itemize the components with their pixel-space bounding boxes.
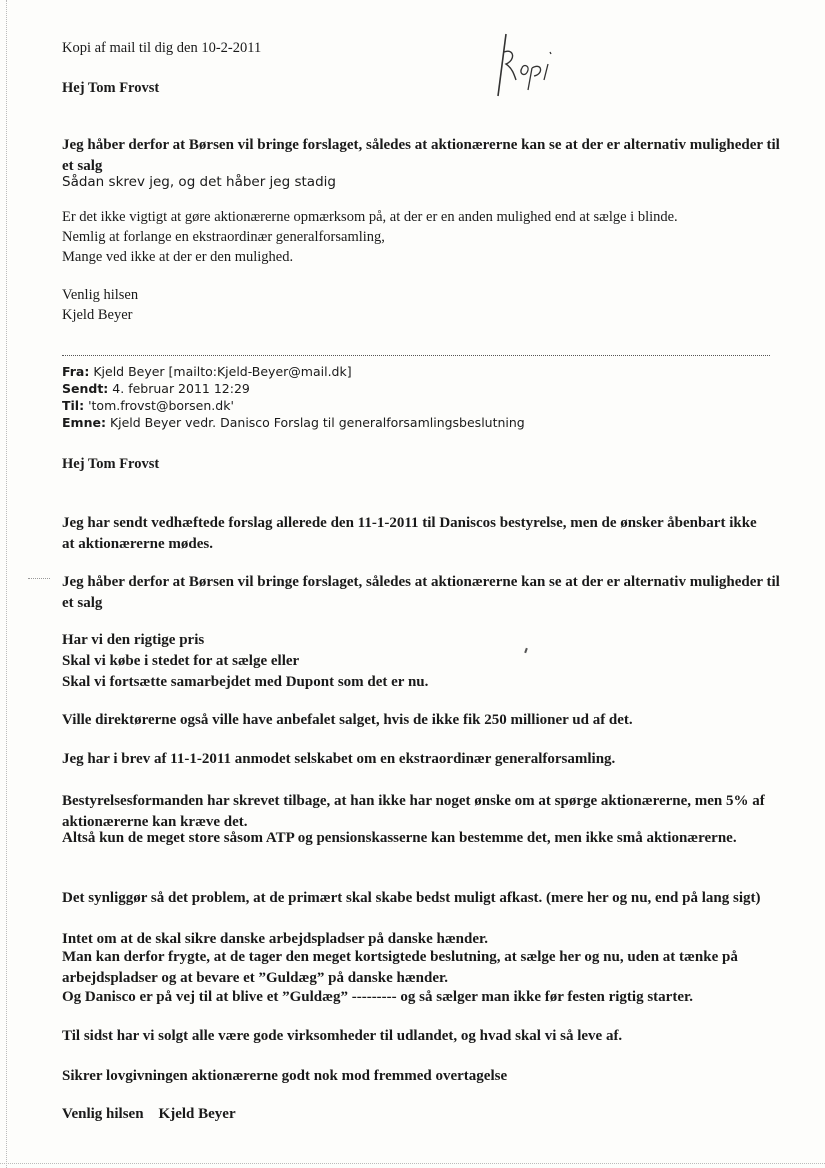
scan-edge-bottom xyxy=(0,1163,825,1164)
reply-quoted-heading: Jeg håber derfor at Børsen vil bringe forslaget, således at aktionærerne kan se at der er alternativ muligheder til et salg xyxy=(62,137,780,174)
scan-edge-left xyxy=(6,0,7,1168)
fear-paragraph: Man kan derfor frygte, at de tager den meget kortsigtede beslutning, at sælge her og nu, uden at tænke på arbejdspladser og at bevare et ”Guldæg” på danske hænder. xyxy=(62,949,738,986)
email-greeting: Hej Tom Frovst xyxy=(62,456,160,472)
letter-line: Jeg har i brev af 11-1-2011 anmodet selskabet om en ekstraordinær generalforsamling. xyxy=(62,751,616,767)
chairman-paragraph: Bestyrelsesformanden har skrevet tilbage, at han ikke har noget ønske om at spørge aktionærerne, men 5% af aktionærerne kan kræve det. xyxy=(62,793,765,830)
directors-line: Ville direktørerne også ville have anbefalet salget, hvis de ikke fik 250 millioner ud af det. xyxy=(62,712,633,728)
reply-greeting: Hej Tom Frovst xyxy=(62,80,160,96)
email-to-label: Til: xyxy=(62,398,85,413)
reply-body-line-1: Er det ikke vigtigt at gøre aktionærerne opmærksom på, at der er en anden mulighed end at sælge i blinde. xyxy=(62,209,678,225)
copy-date-line: Kopi af mail til dig den 10-2-2011 xyxy=(62,40,262,56)
reply-note: Sådan skrev jeg, og det håber jeg stadig xyxy=(62,174,336,190)
email-subject xyxy=(62,414,525,432)
question-buy: Skal vi købe i stedet for at sælge eller xyxy=(62,653,300,669)
problem-paragraph: Det synliggør så det problem, at de primært skal skabe bedst muligt afkast. (mere her og nu, end på lang sigt) xyxy=(62,890,761,906)
email-to xyxy=(62,397,234,415)
email-paragraph-sent-proposal: Jeg har sendt vedhæftede forslag allerede den 11-1-2011 til Daniscos bestyrelse, men de ønsker åbenbart ikke at aktionærerne mødes. xyxy=(62,515,757,552)
email-to-value: 'tom.frovst@borsen.dk' xyxy=(88,398,234,413)
email-sent-label: Sendt: xyxy=(62,381,109,396)
email-from-label: Fra: xyxy=(62,364,90,379)
abroad-line: Til sidst har vi solgt alle være gode virksomheder til udlandet, og hvad skal vi så leve af. xyxy=(62,1028,623,1044)
big-shareholders-paragraph: Altså kun de meget store såsom ATP og pensionskasserne kan bestemme det, men ikke små aktionærerne. xyxy=(62,830,737,846)
email-sent xyxy=(62,380,250,398)
question-price: Har vi den rigtige pris xyxy=(62,632,205,648)
reply-body-line-2: Nemlig at forlange en ekstraordinær generalforsamling, xyxy=(62,229,385,245)
question-dupont: Skal vi fortsætte samarbejdet med Dupont som det er nu. xyxy=(62,674,429,690)
golden-egg-paragraph: Og Danisco er på vej til at blive et ”Guldæg” --------- og så sælger man ikke før festen rigtig starter. xyxy=(62,989,694,1005)
reply-signature: Kjeld Beyer xyxy=(62,307,133,323)
reply-closing: Venlig hilsen xyxy=(62,287,139,303)
email-sent-value: 4. februar 2011 12:29 xyxy=(112,381,250,396)
scan-speck xyxy=(524,648,528,653)
scan-margin-mark xyxy=(28,578,50,579)
email-separator xyxy=(62,355,770,356)
email-subject-value: Kjeld Beyer vedr. Danisco Forslag til generalforsamlingsbeslutning xyxy=(109,415,525,430)
handwritten-kopi-stamp xyxy=(492,30,572,98)
reply-body-line-3: Mange ved ikke at der er den mulighed. xyxy=(62,249,294,265)
jobs-line: Intet om at de skal sikre danske arbejdspladser på danske hænder. xyxy=(62,931,489,947)
email-subject-label: Emne: xyxy=(62,415,106,430)
email-closing: Venlig hilsen Kjeld Beyer xyxy=(62,1106,236,1122)
legislation-line: Sikrer lovgivningen aktionærerne godt nok mod fremmed overtagelse xyxy=(62,1068,508,1084)
email-from xyxy=(62,363,352,381)
email-paragraph-borsen: Jeg håber derfor at Børsen vil bringe forslaget, således at aktionærerne kan se at der er alternativ muligheder til et salg xyxy=(62,574,780,611)
email-from-value: Kjeld Beyer [mailto:Kjeld-Beyer@mail.dk] xyxy=(93,364,352,379)
